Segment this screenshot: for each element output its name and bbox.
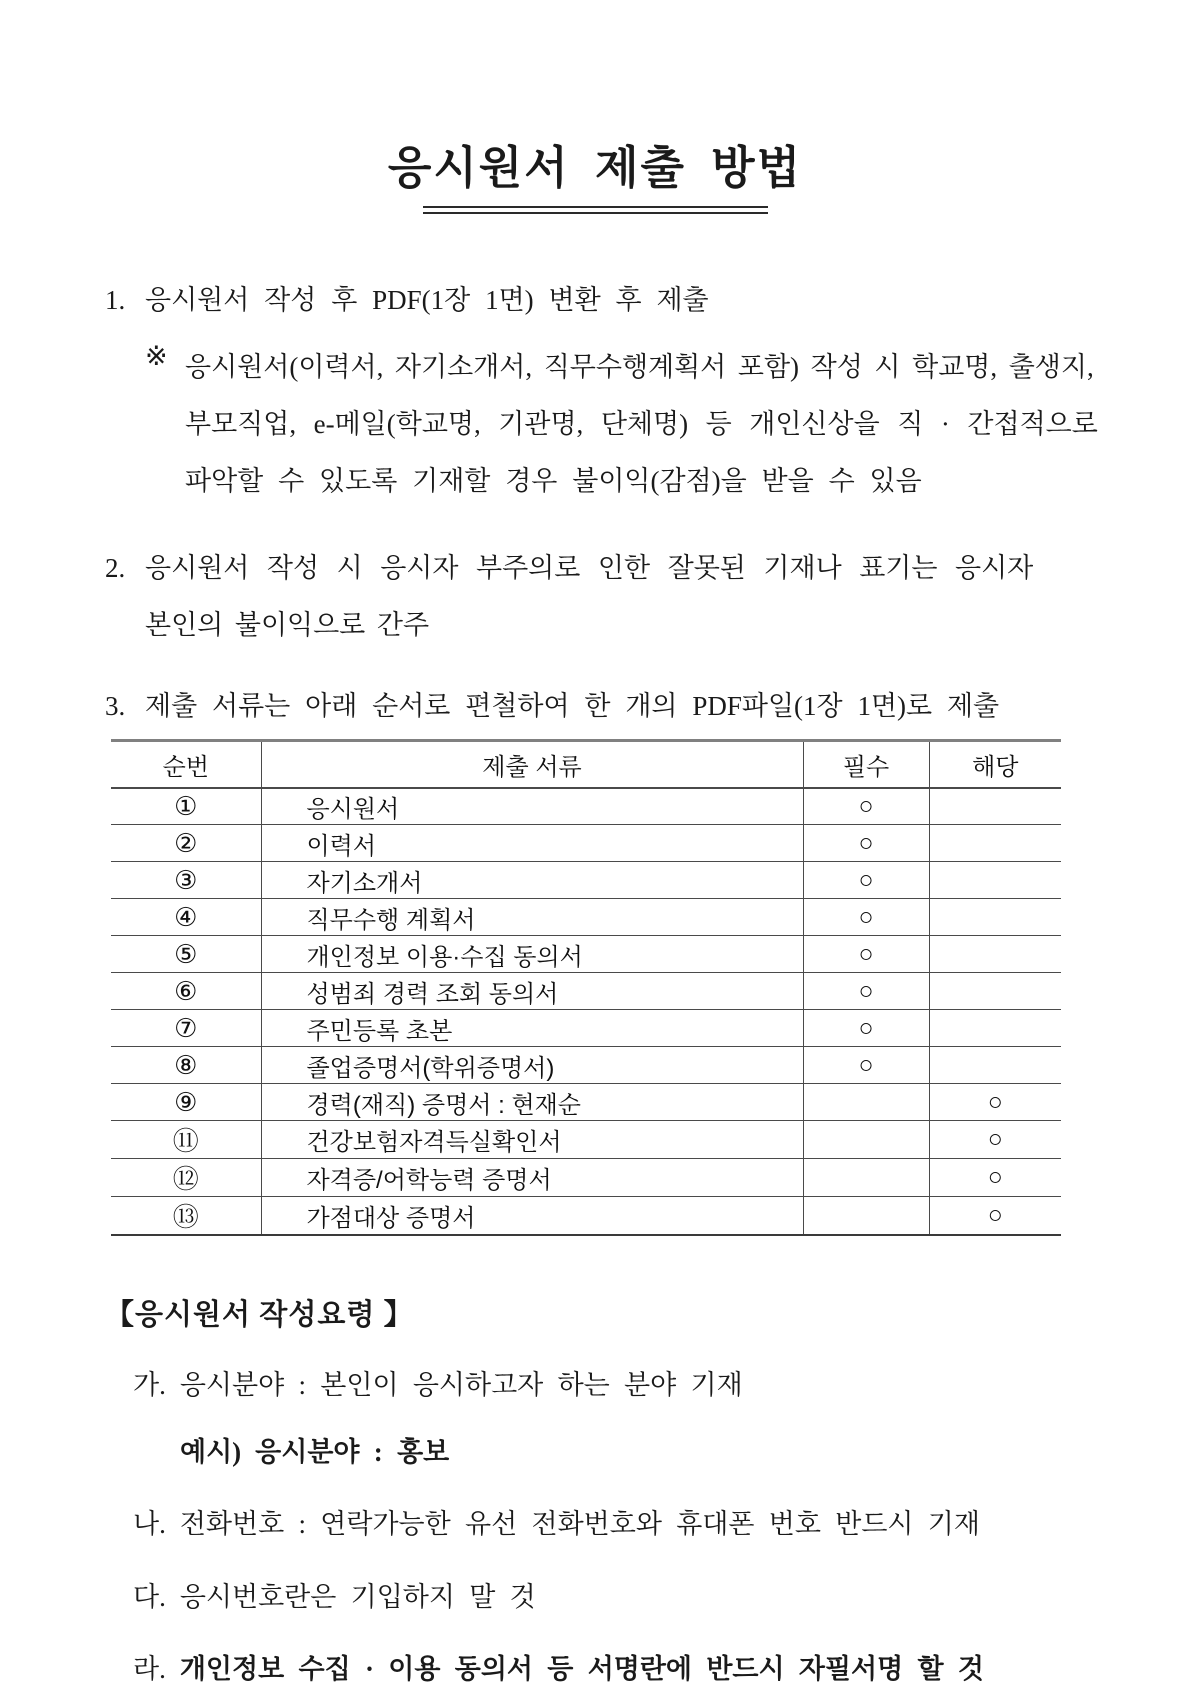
guide-item-da-label: 다. <box>133 1581 166 1612</box>
guide-item-ga <box>105 1365 1085 1406</box>
table-row <box>111 899 1061 936</box>
application-guide-section <box>0 1292 1190 1682</box>
note-lines <box>185 339 1098 510</box>
row-applicable-mark: ○ <box>929 1197 1061 1236</box>
row-no: ⑨ <box>111 1084 261 1121</box>
guide-item-example-text: 응시분야 : 홍보 <box>255 1436 450 1467</box>
list-item-2-first-line <box>105 540 1085 597</box>
list-item-1 <box>105 278 1085 317</box>
row-required-mark: ○ <box>803 788 929 825</box>
list-item-3 <box>105 684 1085 723</box>
row-required-mark: ○ <box>803 899 929 936</box>
row-no: ⑦ <box>111 1010 261 1047</box>
list-item-1-number: 1. <box>105 285 126 316</box>
header-required: 필수 <box>803 741 929 788</box>
row-applicable-mark <box>929 899 1061 936</box>
submission-table-wrap <box>0 739 1190 1236</box>
row-applicable-mark <box>929 1010 1061 1047</box>
header-applicable: 해당 <box>929 741 1061 788</box>
row-applicable-mark <box>929 825 1061 862</box>
row-no: ⑥ <box>111 973 261 1010</box>
row-no: ③ <box>111 862 261 899</box>
row-no: ⑫ <box>111 1159 261 1197</box>
row-no: ⑤ <box>111 936 261 973</box>
note-block <box>105 339 1098 510</box>
row-no: ② <box>111 825 261 862</box>
guide-item-da <box>105 1577 1085 1618</box>
guide-item-na <box>105 1504 1085 1545</box>
guide-item-da-text: 응시번호란은 기입하지 말 것 <box>179 1581 536 1612</box>
row-no: ⑪ <box>111 1121 261 1159</box>
row-required-mark: ○ <box>803 862 929 899</box>
row-applicable-mark: ○ <box>929 1084 1061 1121</box>
row-no: ④ <box>111 899 261 936</box>
table-row <box>111 825 1061 862</box>
note-line-2: 부모직업, e-메일(학교명, 기관명, 단체명) 등 개인신상을 직 · 간접적으로 <box>185 409 1098 440</box>
row-required-mark <box>803 1197 929 1236</box>
note-line-3: 파악할 수 있도록 기재할 경우 불이익(감점)을 받을 수 있음 <box>185 466 922 497</box>
note-line-1: 응시원서(이력서, 자기소개서, 직무수행계획서 포함) 작성 시 학교명, 출생지, <box>185 352 1094 383</box>
row-no: ① <box>174 791 198 821</box>
table-header-row <box>111 741 1061 788</box>
table-row <box>111 1047 1061 1084</box>
row-document: 자기소개서 <box>261 862 803 899</box>
row-document: 가점대상 증명서 <box>261 1197 803 1236</box>
header-document: 제출 서류 <box>261 741 803 788</box>
row-document: 이력서 <box>261 825 803 862</box>
list-item-2-text-line2: 본인의 불이익으로 간주 <box>145 610 430 641</box>
row-document: 성범죄 경력 조회 동의서 <box>261 973 803 1010</box>
submission-documents-table <box>111 739 1061 1236</box>
row-document: 자격증/어학능력 증명서 <box>261 1159 803 1197</box>
row-required-mark: ○ <box>803 936 929 973</box>
guide-item-na-text: 전화번호 : 연락가능한 유선 전화번호와 휴대폰 번호 반드시 기재 <box>179 1509 980 1540</box>
row-document: 직무수행 계획서 <box>261 899 803 936</box>
row-document: 개인정보 이용·수집 동의서 <box>261 936 803 973</box>
guide-item-ra-text: 개인정보 수집 · 이용 동의서 등 서명란에 반드시 자필서명 할 것 <box>179 1654 984 1682</box>
guide-item-na-label: 나. <box>133 1509 166 1540</box>
table-row <box>111 1084 1061 1121</box>
list-item-1-text: 응시원서 작성 후 PDF(1장 1면) 변환 후 제출 <box>145 285 709 316</box>
row-required-mark <box>803 1159 929 1197</box>
table-row <box>111 936 1061 973</box>
row-applicable-mark <box>929 1047 1061 1084</box>
table-row <box>111 1121 1061 1159</box>
guide-item-example <box>105 1432 1085 1473</box>
header-no: 순번 <box>111 741 261 788</box>
document-body <box>0 278 1190 723</box>
guide-item-ga-label: 가. <box>133 1370 166 1401</box>
table-row <box>111 1159 1061 1197</box>
row-document: 주민등록 초본 <box>261 1010 803 1047</box>
row-applicable-mark: ○ <box>929 1159 1061 1197</box>
row-no: ⑬ <box>111 1197 261 1236</box>
list-item-2-number: 2. <box>105 553 126 584</box>
row-document: 경력(재직) 증명서 : 현재순 <box>261 1084 803 1121</box>
row-applicable-mark: ○ <box>929 1121 1061 1159</box>
row-required-mark: ○ <box>803 825 929 862</box>
guide-item-ra <box>105 1649 1085 1682</box>
row-required-mark: ○ <box>803 973 929 1010</box>
list-item-3-number: 3. <box>105 691 126 722</box>
row-required-mark <box>803 1084 929 1121</box>
table-row <box>111 788 1061 825</box>
guide-item-ga-text: 응시분야 : 본인이 응시하고자 하는 분야 기재 <box>179 1370 743 1401</box>
row-required-mark: ○ <box>803 1010 929 1047</box>
row-applicable-mark <box>929 862 1061 899</box>
row-applicable-mark <box>929 973 1061 1010</box>
list-item-3-text: 제출 서류는 아래 순서로 편철하여 한 개의 PDF파일(1장 1면)로 제출 <box>145 691 1000 722</box>
row-applicable-mark <box>929 788 1061 825</box>
row-document: 졸업증명서(학위증명서) <box>261 1047 803 1084</box>
row-no: ⑧ <box>111 1047 261 1084</box>
page-title: 응시원서 제출 방법 <box>387 143 803 193</box>
row-document: 응시원서 <box>261 788 803 825</box>
table-row <box>111 1010 1061 1047</box>
row-document: 건강보험자격득실확인서 <box>261 1121 803 1159</box>
table-row <box>111 973 1061 1010</box>
title-double-rule <box>423 206 768 214</box>
row-required-mark: ○ <box>803 1047 929 1084</box>
table-row <box>111 862 1061 899</box>
note-marker: ※ <box>145 341 168 372</box>
list-item-2-text-line1: 응시원서 작성 시 응시자 부주의로 인한 잘못된 기재나 표기는 응시자 <box>145 553 1034 584</box>
guide-item-example-label: 예시) <box>180 1436 242 1467</box>
row-required-mark <box>803 1121 929 1159</box>
list-item-2 <box>105 540 1085 654</box>
table-row <box>111 1197 1061 1236</box>
row-applicable-mark <box>929 936 1061 973</box>
guide-heading: 【응시원서 작성요령 】 <box>105 1299 414 1332</box>
guide-item-ra-label: 라. <box>133 1654 166 1682</box>
